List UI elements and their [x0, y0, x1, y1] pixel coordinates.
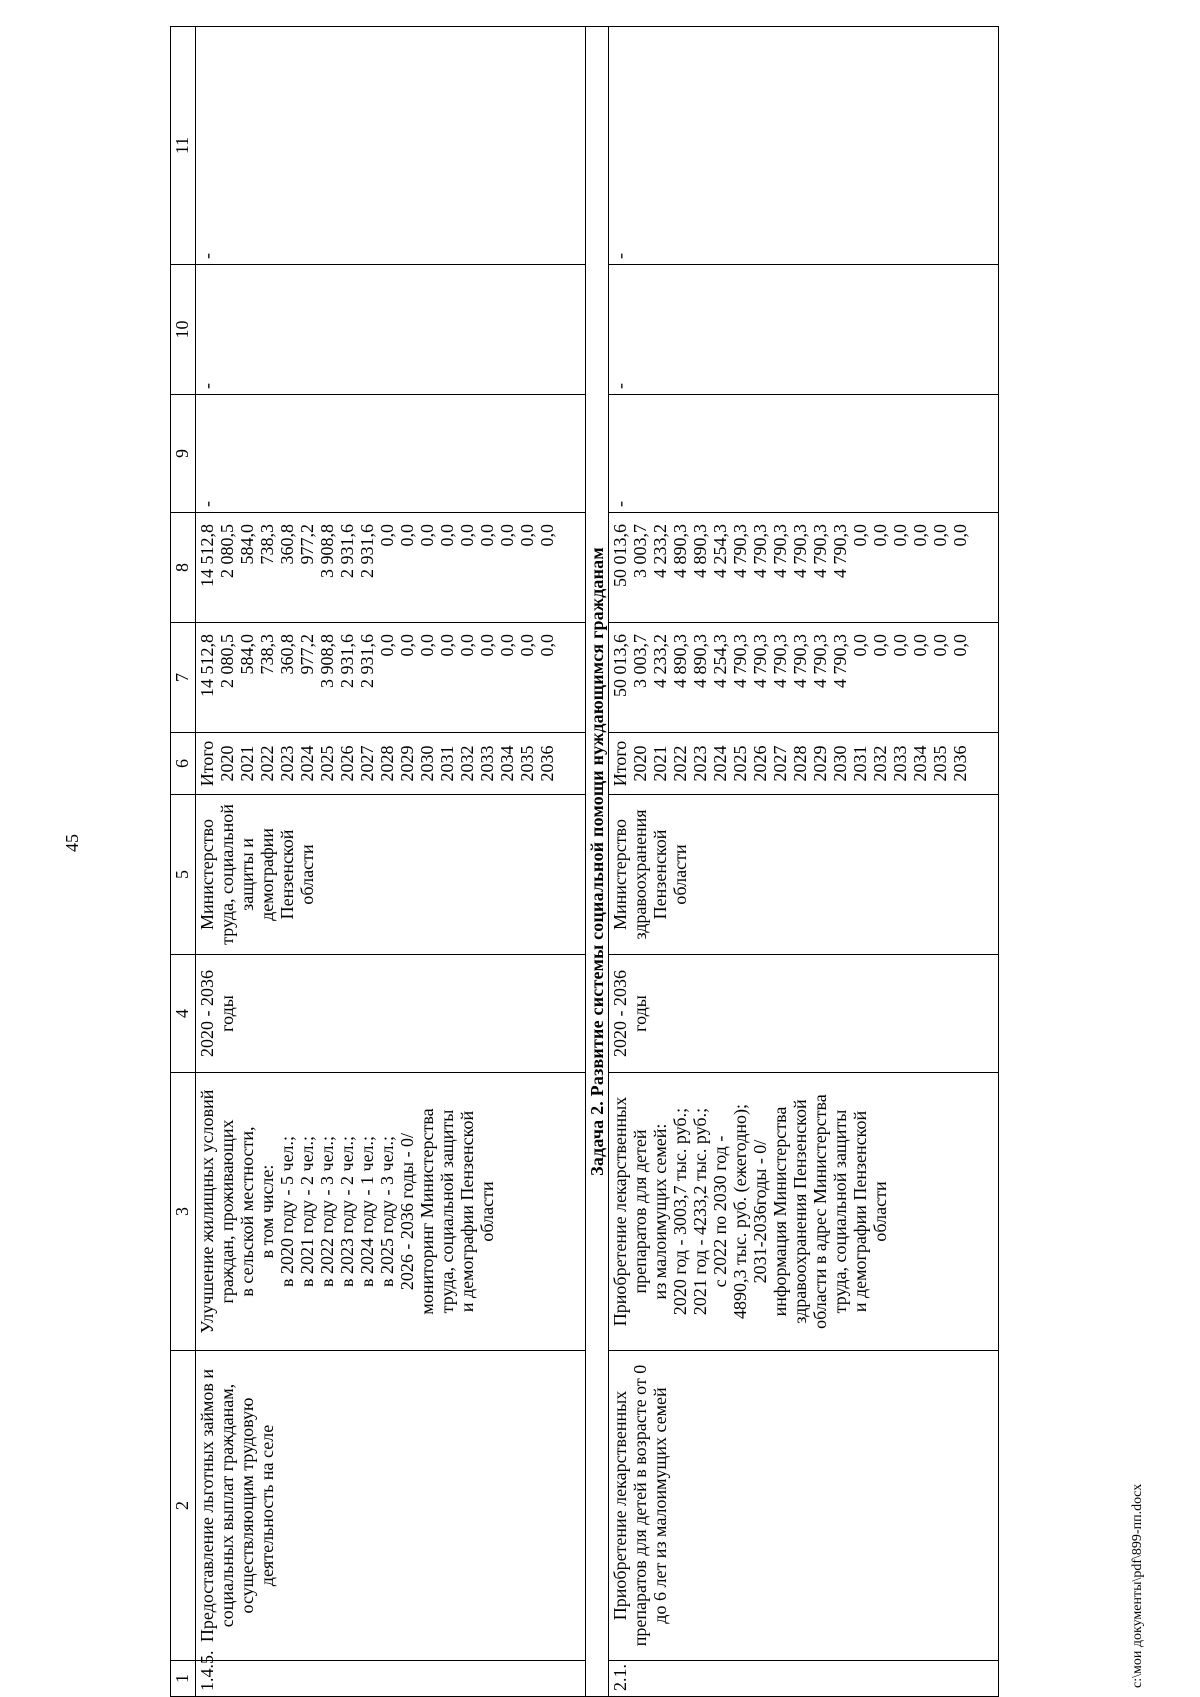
value-cell: 3 003,7	[630, 524, 650, 578]
year-label: 2022	[257, 745, 277, 782]
header-cell: 11	[171, 27, 196, 265]
period-cell: 2020 - 2036 годы	[609, 955, 999, 1073]
program-table	[170, 26, 999, 1697]
year-label: 2022	[670, 745, 690, 782]
header-cell: 3	[171, 1073, 196, 1351]
rotated-page	[170, 27, 1020, 1697]
indicator-line: 2021 год - 4233,2 тыс. руб.;	[690, 1107, 710, 1316]
years-cell	[196, 733, 586, 795]
indicator-line: из малоимущих семей:	[650, 1123, 670, 1300]
value-cell: 4 790,3	[770, 524, 790, 578]
year-label: 2030	[830, 745, 850, 782]
value-cell: 3 908,8	[317, 524, 337, 578]
value-cell: 0,0	[377, 634, 397, 657]
value-cell: 360,8	[277, 634, 297, 675]
value-cell: 50 013,6	[610, 524, 630, 587]
col11-cell: -	[609, 27, 999, 265]
header-cell: 4	[171, 955, 196, 1073]
measure-name: Предоставление льготных займов и социальных выплат гражданам, осуществляющим трудовую деятельность на селе	[196, 1351, 586, 1661]
table-row	[196, 27, 586, 1697]
col10-cell: -	[196, 265, 586, 395]
value-cell: 977,2	[297, 524, 317, 565]
header-cell: 10	[171, 265, 196, 395]
col8-values	[609, 513, 999, 623]
value-cell: 4 790,3	[730, 524, 750, 578]
indicator-line: 2026 - 2036 годы - 0/	[397, 1132, 417, 1291]
year-label: 2021	[650, 745, 670, 782]
col11-cell: -	[196, 27, 586, 265]
value-cell: 0,0	[417, 524, 437, 547]
year-label: 2025	[317, 745, 337, 782]
col9-cell: -	[609, 395, 999, 513]
value-cell: 50 013,6	[610, 634, 630, 697]
year-label: 2029	[810, 745, 830, 782]
value-cell: 14 512,8	[197, 524, 217, 587]
indicator-line: Приобретение лекарственных	[610, 1096, 630, 1327]
value-cell: 0,0	[477, 524, 497, 547]
indicator-line: в 2020 году - 5 чел.;	[277, 1135, 297, 1288]
year-label: 2028	[790, 745, 810, 782]
value-cell: 4 790,3	[750, 524, 770, 578]
year-label: 2024	[297, 745, 317, 782]
value-cell: 0,0	[497, 634, 517, 657]
value-cell: 4 790,3	[730, 634, 750, 688]
value-cell: 0,0	[910, 524, 930, 547]
year-label: 2031	[437, 745, 457, 782]
year-label: 2034	[497, 745, 517, 782]
value-cell: 4 890,3	[670, 634, 690, 688]
value-cell: 0,0	[477, 634, 497, 657]
value-cell: 4 790,3	[810, 524, 830, 578]
value-cell: 0,0	[397, 634, 417, 657]
year-label: 2023	[277, 745, 297, 782]
table-row	[609, 27, 999, 1697]
indicator-line: в 2022 году - 3 чел.;	[317, 1135, 337, 1288]
years-cell	[609, 733, 999, 795]
year-label: 2028	[377, 745, 397, 782]
value-cell: 4 254,3	[710, 634, 730, 688]
indicator-line: мониторинг Министерства	[417, 1108, 437, 1315]
col7-values	[609, 623, 999, 733]
value-cell: 0,0	[437, 524, 457, 547]
year-label: 2027	[357, 745, 377, 782]
year-label: 2026	[337, 745, 357, 782]
header-cell: 6	[171, 733, 196, 795]
indicator-line: 2020 год - 3003,7 тыс. руб.;	[670, 1107, 690, 1316]
value-cell: 2 931,6	[337, 634, 357, 688]
year-label: Итого	[610, 740, 630, 787]
indicator-cell	[609, 1073, 999, 1351]
indicator-line: в 2021 году - 2 чел.;	[297, 1135, 317, 1288]
value-cell: 360,8	[277, 524, 297, 565]
value-cell: 0,0	[417, 634, 437, 657]
value-cell: 738,3	[257, 634, 277, 675]
indicator-line: в том числе:	[257, 1164, 277, 1259]
year-label: 2021	[237, 745, 257, 782]
value-cell: 0,0	[437, 634, 457, 657]
year-label: 2035	[517, 745, 537, 782]
task-row	[586, 27, 609, 1697]
year-label: 2032	[870, 745, 890, 782]
value-cell: 0,0	[537, 524, 557, 547]
value-cell: 0,0	[890, 634, 910, 657]
indicator-line: в сельской местности,	[237, 1126, 257, 1297]
value-cell: 0,0	[457, 634, 477, 657]
year-label: 2020	[630, 745, 650, 782]
value-cell: 4 233,2	[650, 634, 670, 688]
value-cell: 0,0	[930, 524, 950, 547]
header-cell: 2	[171, 1351, 196, 1661]
value-cell: 0,0	[457, 524, 477, 547]
year-label: 2033	[890, 745, 910, 782]
row-number: 2.1.	[609, 1661, 999, 1697]
value-cell: 14 512,8	[197, 634, 217, 697]
year-label: Итого	[197, 740, 217, 787]
col8-values	[196, 513, 586, 623]
value-cell: 0,0	[950, 634, 970, 657]
indicator-line: информация Министерства	[770, 1106, 790, 1317]
value-cell: 0,0	[850, 524, 870, 547]
file-path-footer: c:\мои документы\pdf\899-пп.docx	[1130, 1483, 1145, 1688]
value-cell: 4 233,2	[650, 524, 670, 578]
col7-values	[196, 623, 586, 733]
col9-cell: -	[196, 395, 586, 513]
task-heading: Задача 2. Развитие системы социальной помощи нуждающимся гражданам	[586, 27, 609, 1697]
value-cell: 2 931,6	[337, 524, 357, 578]
row-number: 1.4.5.	[196, 1661, 586, 1697]
period-cell: 2020 - 2036 годы	[196, 955, 586, 1073]
value-cell: 4 254,3	[710, 524, 730, 578]
value-cell: 0,0	[850, 634, 870, 657]
value-cell: 0,0	[890, 524, 910, 547]
header-cell: 5	[171, 795, 196, 955]
year-label: 2027	[770, 745, 790, 782]
value-cell: 2 080,5	[217, 634, 237, 688]
indicator-line: с 2022 по 2030 год -	[710, 1135, 730, 1288]
indicator-line: 4890,3 тыс. руб. (ежегодно);	[730, 1104, 750, 1320]
measure-name: Приобретение лекарственных препаратов для детей в возрасте от 0 до 6 лет из малоимущих семей	[609, 1351, 999, 1661]
header-row	[171, 27, 196, 1697]
indicator-line: труда, социальной защиты	[830, 1109, 850, 1314]
header-cell: 1	[171, 1661, 196, 1697]
year-label: 2035	[930, 745, 950, 782]
year-label: 2023	[690, 745, 710, 782]
value-cell: 4 890,3	[690, 524, 710, 578]
year-label: 2032	[457, 745, 477, 782]
value-cell: 4 790,3	[830, 634, 850, 688]
value-cell: 0,0	[910, 634, 930, 657]
value-cell: 3 908,8	[317, 634, 337, 688]
indicator-cell	[196, 1073, 586, 1351]
indicator-line: Улучшение жилищных условий	[197, 1089, 217, 1334]
indicator-line: и демографии Пензенской	[457, 1110, 477, 1313]
value-cell: 4 790,3	[770, 634, 790, 688]
value-cell: 4 790,3	[810, 634, 830, 688]
header-cell: 8	[171, 513, 196, 623]
year-label: 2030	[417, 745, 437, 782]
year-label: 2033	[477, 745, 497, 782]
value-cell: 977,2	[297, 634, 317, 675]
year-label: 2029	[397, 745, 417, 782]
year-label: 2036	[537, 745, 557, 782]
indicator-line: препаратов для детей	[630, 1129, 650, 1294]
executor-cell: Министерство здравоохранения Пензенской области	[609, 795, 999, 955]
value-cell: 584,0	[237, 524, 257, 565]
indicator-line: области	[870, 1181, 890, 1242]
value-cell: 2 931,6	[357, 634, 377, 688]
header-cell: 7	[171, 623, 196, 733]
value-cell: 0,0	[950, 524, 970, 547]
indicator-line: труда, социальной защиты	[437, 1109, 457, 1314]
value-cell: 0,0	[397, 524, 417, 547]
header-cell: 9	[171, 395, 196, 513]
year-label: 2024	[710, 745, 730, 782]
value-cell: 0,0	[870, 634, 890, 657]
value-cell: 738,3	[257, 524, 277, 565]
value-cell: 584,0	[237, 634, 257, 675]
value-cell: 2 931,6	[357, 524, 377, 578]
indicator-line: в 2024 году - 1 чел.;	[357, 1135, 377, 1288]
year-label: 2036	[950, 745, 970, 782]
year-label: 2025	[730, 745, 750, 782]
value-cell: 4 890,3	[690, 634, 710, 688]
indicator-line: области	[477, 1181, 497, 1242]
value-cell: 4 790,3	[790, 634, 810, 688]
indicator-line: в 2023 году - 2 чел.;	[337, 1135, 357, 1288]
col10-cell: -	[609, 265, 999, 395]
value-cell: 0,0	[517, 634, 537, 657]
year-label: 2026	[750, 745, 770, 782]
indicator-line: и демографии Пензенской	[850, 1110, 870, 1313]
value-cell: 0,0	[537, 634, 557, 657]
value-cell: 0,0	[930, 634, 950, 657]
value-cell: 4 790,3	[790, 524, 810, 578]
value-cell: 0,0	[870, 524, 890, 547]
year-label: 2020	[217, 745, 237, 782]
value-cell: 4 890,3	[670, 524, 690, 578]
indicator-line: здравоохранения Пензенской	[790, 1099, 810, 1324]
indicator-line: 2031-2036годы - 0/	[750, 1139, 770, 1284]
indicator-line: области в адрес Министерства	[810, 1094, 830, 1329]
value-cell: 0,0	[377, 524, 397, 547]
year-label: 2031	[850, 745, 870, 782]
indicator-line: граждан, проживающих	[217, 1119, 237, 1304]
value-cell: 3 003,7	[630, 634, 650, 688]
value-cell: 0,0	[517, 524, 537, 547]
value-cell: 2 080,5	[217, 524, 237, 578]
page-number: 45	[62, 834, 82, 852]
value-cell: 0,0	[497, 524, 517, 547]
value-cell: 4 790,3	[750, 634, 770, 688]
indicator-line: в 2025 году - 3 чел.;	[377, 1135, 397, 1288]
year-label: 2034	[910, 745, 930, 782]
value-cell: 4 790,3	[830, 524, 850, 578]
executor-cell: Министерство труда, социальной защиты и демографии Пензенской области	[196, 795, 586, 955]
